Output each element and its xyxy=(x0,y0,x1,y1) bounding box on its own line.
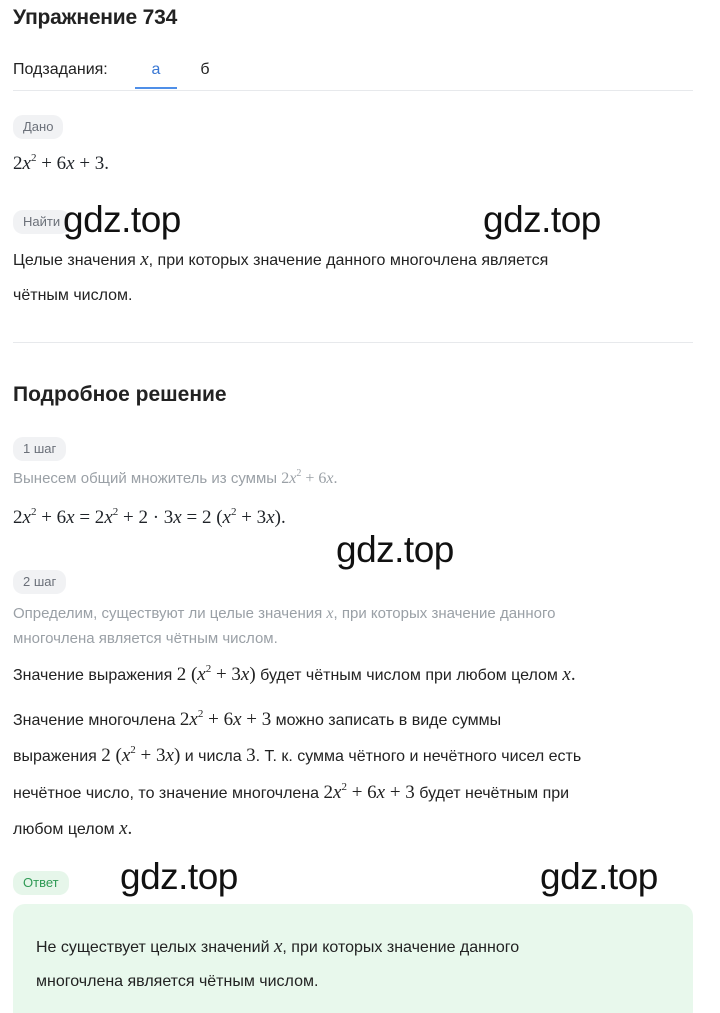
find-line-1: Целые значения x, при которых значение данного многочлена является xyxy=(13,249,549,270)
subtasks-bar xyxy=(13,58,693,90)
active-tab-indicator xyxy=(135,87,177,89)
watermark: gdz.top xyxy=(483,199,601,240)
given-badge: Дано xyxy=(13,115,63,139)
step-1-hint: Вынесем общий множитель из суммы $2x^2 + 6x$. xyxy=(13,468,338,487)
answer-badge: Ответ xyxy=(13,871,69,895)
step-2-paragraph-5: любом целом x. xyxy=(13,818,133,839)
step-1-badge: 1 шаг xyxy=(13,437,66,461)
divider xyxy=(13,342,693,343)
subtasks-label: Подзадания: xyxy=(13,61,108,78)
watermark: gdz.top xyxy=(120,856,238,897)
step-2-paragraph-1: Значение выражения 2 $(x^2 + 3x)$ будет чётным числом при любом целом x. xyxy=(13,663,576,685)
watermark: gdz.top xyxy=(540,856,658,897)
step-2-paragraph-3: выражения 2 $(x^2 + 3x)$ и числа 3. Т. к. сумма чётного и нечётного чисел есть xyxy=(13,744,582,766)
solution-title: Подробное решение xyxy=(13,383,227,406)
answer-box xyxy=(13,904,693,1013)
subtask-tab-b[interactable]: б xyxy=(200,61,210,78)
find-line-2: чётным числом. xyxy=(13,287,133,304)
watermark: gdz.top xyxy=(63,199,181,240)
exercise-title: Упражнение 734 xyxy=(13,6,178,29)
step-2-paragraph-4: нечётное число, то значение многочлена $2x^2 + 6x + 3$ будет нечётным при xyxy=(13,781,570,803)
divider xyxy=(13,90,693,91)
step-2-hint-line-1: Определим, существуют ли целые значения x, при которых значение данного xyxy=(13,605,556,622)
find-badge: Найти xyxy=(13,210,70,234)
step-2-badge: 2 шаг xyxy=(13,570,66,594)
step-2-hint-line-2: многочлена является чётным числом. xyxy=(13,630,278,647)
given-expression: $2x^2 + 6x + 3$. xyxy=(13,152,110,174)
step-1-equation: $2x^2 + 6x = 2x^2 + 2 \cdot 3x = 2$ $(x^2 + 3x)$. xyxy=(13,506,286,528)
answer-line-2: многочлена является чётным числом. xyxy=(36,973,319,990)
answer-line-1: Не существует целых значений x, при которых значение данного xyxy=(36,936,520,957)
step-2-paragraph-2: Значение многочлена $2x^2 + 6x + 3$ можно записать в виде суммы xyxy=(13,708,502,730)
watermark: gdz.top xyxy=(336,529,454,570)
subtask-tab-a[interactable]: а xyxy=(151,61,161,78)
